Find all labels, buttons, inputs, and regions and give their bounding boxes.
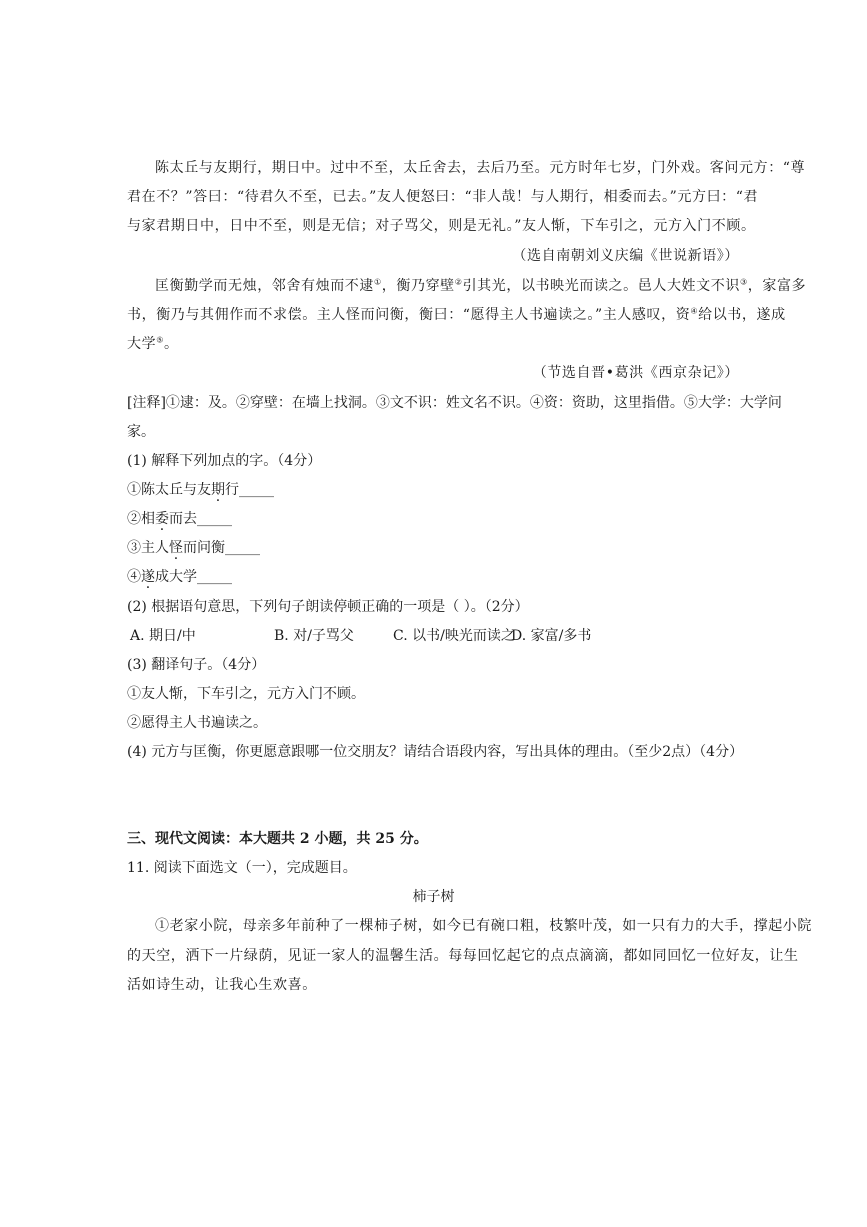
question-1-item-2 [127, 509, 747, 529]
passage-b-text: ，衡乃穿壁 [381, 278, 455, 294]
dotted-char: 委 [155, 511, 169, 527]
footnote-marker: ① [374, 277, 382, 287]
passage-b-text: 匡衡勤学而无烛，邻舍有烛而不逮 [155, 278, 374, 294]
passage-a-line-3: 与家君期日中，日中不至，则是无信；对子骂父，则是无礼。”友人惭，下车引之，元方入门不顾。 [127, 218, 756, 234]
item-text: ③主人 [127, 540, 169, 556]
question-1-item-4 [127, 567, 747, 587]
item-text: 成大学_____ [155, 569, 232, 585]
passage-b-text: 引其光，以书映光而读之。邑人大姓文不识 [462, 278, 740, 294]
passage-c-line-2: 的天空，洒下一片绿荫，见证一家人的温馨生活。每每回忆起它的点点滴滴，都如同回忆一位好友，让生 [127, 948, 799, 964]
passage-b-text: 书，衡乃与其佣作而不求偿。主人怪而问衡，衡曰：“愿得主人书遍读之。”主人感叹，资 [127, 307, 691, 323]
footnote-marker: ⑤ [156, 335, 164, 345]
question-11-stem: 11. 阅读下面选文（一），完成题目。 [127, 860, 357, 876]
item-text: 行_____ [225, 482, 274, 498]
question-1-stem: (1) 解释下列加点的字。（4分） [127, 453, 322, 469]
passage-b-line-1 [155, 276, 807, 296]
option-a: A. 期日/中 [130, 628, 196, 644]
question-1-item-3 [127, 538, 747, 558]
item-text: 而去_____ [169, 511, 232, 527]
passage-b-line-3 [127, 334, 747, 354]
question-2-stem: (2) 根据语句意思，下列句子朗读停顿正确的一项是（ ）。（2分） [127, 599, 529, 615]
dotted-char: 期 [211, 482, 225, 498]
passage-b-text: 大学 [127, 336, 157, 352]
passage-a-line-2: 君在不？”答曰：“待君久不至，已去。”友人便怒曰：“非人哉！与人期行，相委而去。”元方曰：“君 [127, 189, 759, 205]
item-text: 而问衡_____ [183, 540, 260, 556]
footnote-marker: ② [454, 277, 463, 287]
option-b: B. 对/子骂父 [274, 628, 354, 644]
question-3-item-1: ①友人惭，下车引之，元方入门不顾。 [127, 686, 365, 702]
passage-c-line-3: 活如诗生动，让我心生欢喜。 [127, 977, 317, 993]
passage-b-line-2 [127, 305, 786, 325]
passage-c-line-1: ①老家小院，母亲多年前种了一棵柿子树，如今已有碗口粗，枝繁叶茂，如一只有力的大手，撑起小院 [155, 918, 812, 934]
passage-b-text: 给以书，遂成 [698, 307, 786, 323]
item-text: ①陈太丘与友 [127, 482, 211, 498]
question-4-stem: (4) 元方与匡衡，你更愿意跟哪一位交朋友？请结合语段内容，写出具体的理由。（至少2点）（4分） [127, 744, 744, 760]
option-c: C. 以书/映光而读之 [393, 628, 515, 644]
passage-b-source: （节选自晋•葛洪《西京杂记》） [532, 365, 739, 381]
passage-a-line-1: 陈太丘与友期行，期日中。过中不至，太丘舍去，去后乃至。元方时年七岁，门外戏。客问元方：“尊 [155, 160, 806, 176]
item-text: ②相 [127, 511, 155, 527]
notes-line-2: 家。 [127, 424, 155, 440]
passage-a-source: （选自南朝刘义庆编《世说新语》） [512, 248, 739, 264]
passage-b-text: 。 [163, 336, 179, 352]
question-1-item-1 [127, 480, 747, 500]
dotted-char: 遂 [141, 569, 155, 585]
dotted-char: 怪 [169, 540, 183, 556]
passage-title: 柿子树 [412, 889, 455, 905]
item-text: ④ [127, 569, 141, 585]
passage-b-text: ，家富多 [747, 278, 807, 294]
section-3-heading: 三、现代文阅读：本大题共 2 小题，共 25 分。 [127, 831, 428, 847]
option-d: D. 家富/多书 [511, 628, 592, 644]
notes-line-1: [注释]①逮：及。②穿壁：在墙上找洞。③文不识：姓文名不识。④资：资助，这里指借。⑤大学：大学问 [127, 395, 782, 411]
footnote-marker: ③ [739, 277, 748, 287]
question-3-stem: (3) 翻译句子。（4分） [127, 657, 266, 673]
question-3-item-2: ②愿得主人书遍读之。 [127, 715, 267, 731]
footnote-marker: ④ [690, 306, 699, 316]
